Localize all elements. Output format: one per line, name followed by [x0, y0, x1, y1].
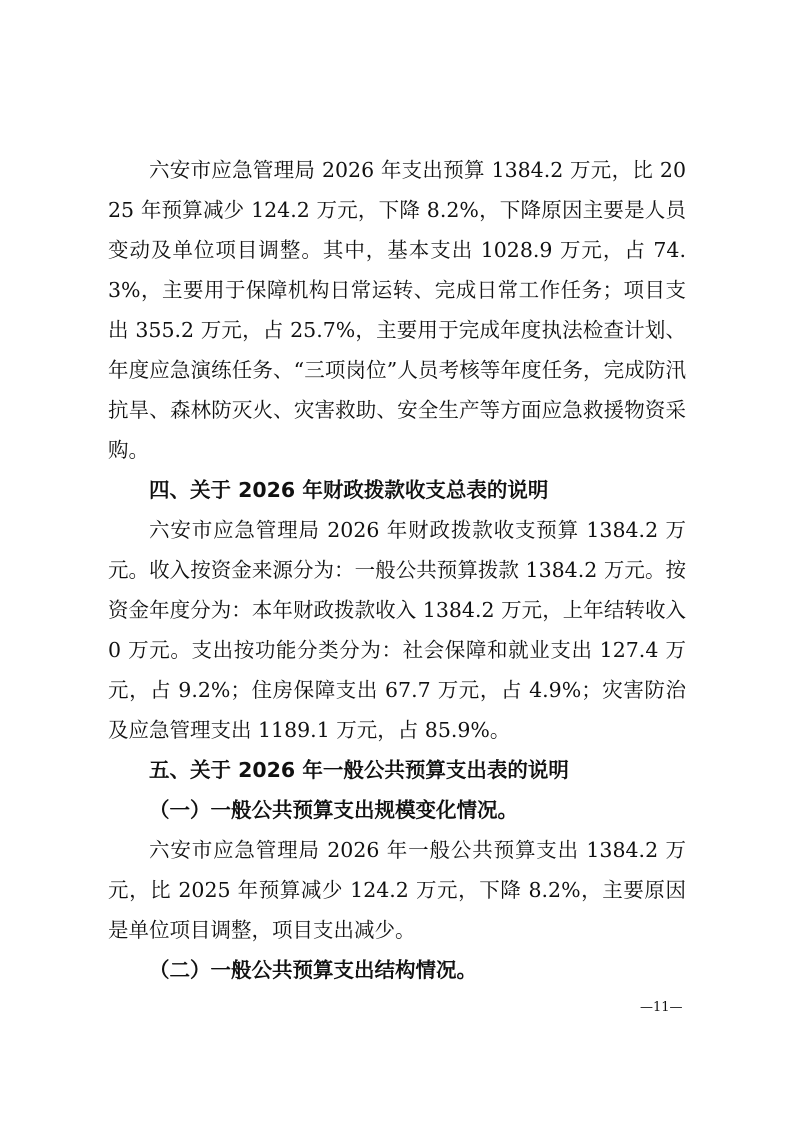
page-number: —11—	[640, 1000, 683, 1015]
paragraph-general-budget: 六安市应急管理局 2026 年一般公共预算支出 1384.2 万元，比 2025 年预算减少 124.2 万元，下降 8.2%，主要原因是单位项目调整，项目支出减少。	[108, 838, 686, 942]
paragraph-fiscal-appropriation: 六安市应急管理局 2026 年财政拨款收支预算 1384.2 万元。收入按资金来源分为：一般公共预算拨款 1384.2 万元。按资金年度分为：本年财政拨款收入 1384.2 万元，上年结转收入 0 万元。支出按功能分类分为：社会保障和就业支出 127.4 万元，占 9.2%；住房保障支出 67.7 万元，占 4.9%；灾害防治及应急管理支出 1189.1 万元，占 85.9%。	[108, 518, 686, 742]
subheading-scale-change: （一）一般公共预算支出规模变化情况。	[149, 798, 518, 822]
subheading-structure: （二）一般公共预算支出结构情况。	[149, 958, 477, 982]
paragraph-expenditure-budget: 六安市应急管理局 2026 年支出预算 1384.2 万元，比 2025 年预算减少 124.2 万元，下降 8.2%，下降原因主要是人员变动及单位项目调整。其中，基本支出 1028.9 万元，占 74.3%，主要用于保障机构日常运转、完成日常工作任务；项目支出 355.2 万元，占 25.7%，主要用于完成年度执法检查计划、年度应急演练任务、“三项岗位”人员考核等年度任务，完成防汛抗旱、森林防灭火、灾害救助、安全生产等方面应急救援物资采购。	[108, 158, 686, 462]
section-heading-4: 四、关于 2026 年财政拨款收支总表的说明	[149, 478, 549, 502]
section-heading-5: 五、关于 2026 年一般公共预算支出表的说明	[149, 758, 569, 782]
